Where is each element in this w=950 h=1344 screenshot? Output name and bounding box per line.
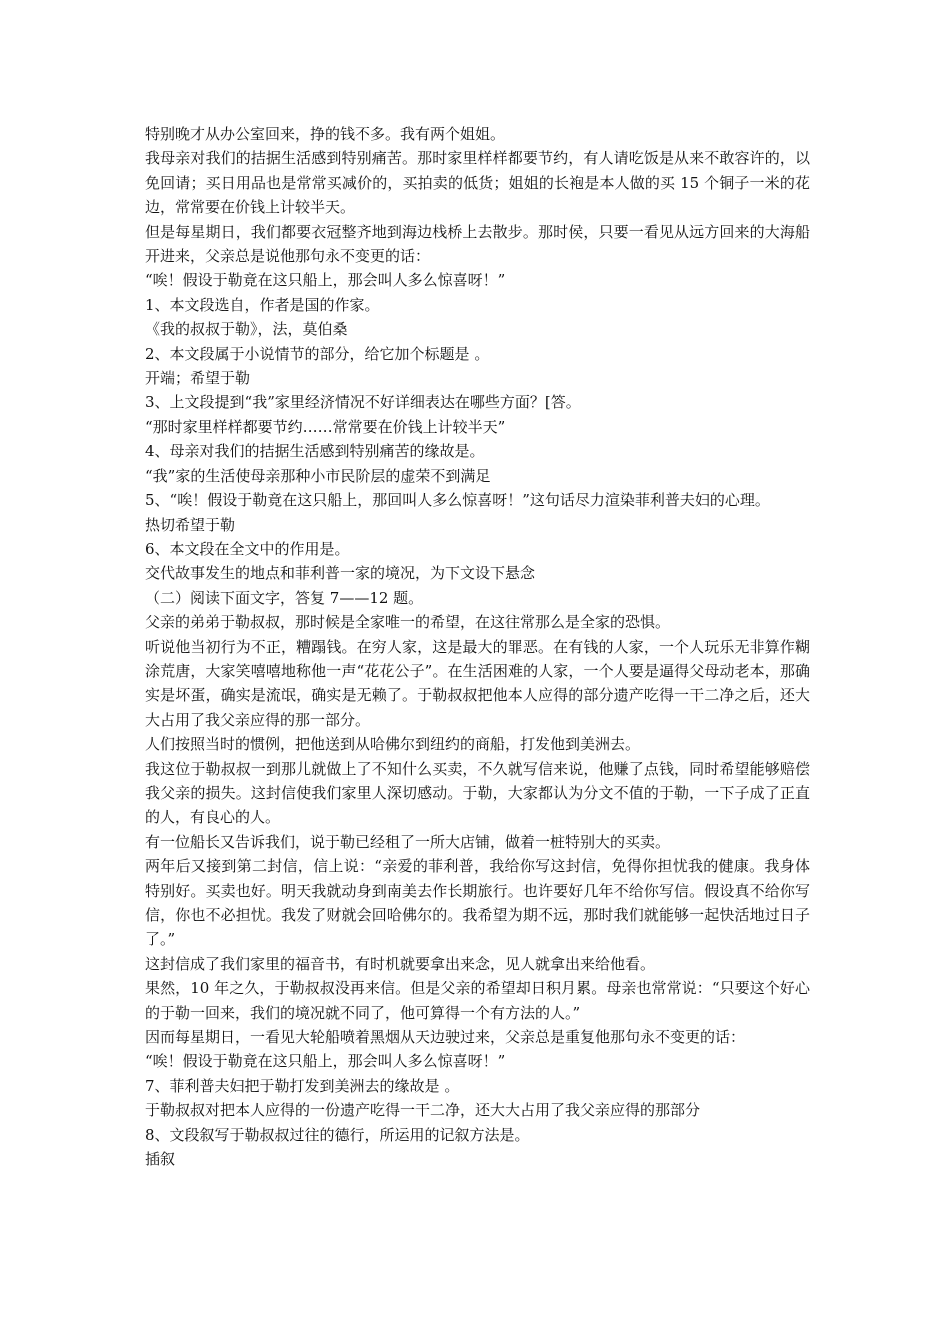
question-line: 7、菲利普夫妇把于勒打发到美洲去的缘故是 。 [145, 1076, 460, 1095]
paragraph: 父亲的弟弟于勒叔叔，那时候是全家唯一的希望，在这往常那么是全家的恐惧。 [145, 613, 671, 632]
paragraph: 我母亲对我们的拮据生活感到特别痛苦。那时家里样样都要节约，有人请吃饭是从来不敢容许的，以免回请；买日用品也是常常买减价的，买拍卖的低货；姐姐的长袍是本人做的买 15 个铜子一米的花边，常常要在价钱上计较半天。 [145, 149, 810, 217]
answer-line: 于勒叔叔对把本人应得的一份遗产吃得一干二净，还大大占用了我父亲应得的那部分 [145, 1101, 701, 1120]
answer-line: 热切希望于勒 [145, 515, 236, 534]
paragraph: 因而每星期日，一看见大轮船喷着黑烟从天边驶过来，父亲总是重复他那句永不变更的话： [145, 1028, 746, 1047]
answer-line: 开端；希望于勒 [145, 369, 251, 388]
paragraph: 听说他当初行为不正，糟蹋钱。在穷人家，这是最大的罪恶。在有钱的人家，一个人玩乐无非算作糊涂荒唐，大家笑嘻嘻地称他一声“花花公子”。在生活困难的人家，一个人要是逼得父母动老本，那确实是坏蛋，确实是流氓，确实是无赖了。于勒叔叔把他本人应得的部分遗产吃得一干二净之后，还大大占用了我父亲应得的那一部分。 [145, 637, 810, 729]
answer-line: 插叙 [145, 1150, 176, 1169]
paragraph: 但是每星期日，我们都要衣冠整齐地到海边栈桥上去散步。那时侯，只要一看见从远方回来的大海船开进来，父亲总是说他那句永不变更的话： [145, 222, 810, 266]
question-line: 8、文段叙写于勒叔叔过往的德行，所运用的记叙方法是。 [145, 1125, 530, 1144]
question-line: 4、母亲对我们的拮据生活感到特别痛苦的缘故是。 [145, 442, 485, 461]
paragraph: 两年后又接到第二封信，信上说：“亲爱的菲利普，我给你写这封信，免得你担忧我的健康。我身体特别好。买卖也好。明天我就动身到南美去作长期旅行。也许要好几年不给你写信。假设真不给你写信，你也不必担忧。我发了财就会回哈佛尔的。我希望为期不远，那时我们就能够一起快活地过日子了。” [145, 857, 810, 949]
answer-line: “我”家的生活使母亲那种小市民阶层的虚荣不到满足 [145, 466, 491, 485]
answer-line: 《我的叔叔于勒》，法，莫伯桑 [145, 320, 348, 339]
answer-line: “那时家里样样都要节约……常常要在价钱上计较半天” [145, 417, 506, 436]
question-line: 1、本文段选自，作者是国的作家。 [145, 295, 380, 314]
question-line: 2、本文段属于小说情节的部分，给它加个标题是 。 [145, 344, 490, 363]
paragraph: 这封信成了我们家里的福音书，有时机就要拿出来念，见人就拿出来给他看。 [145, 954, 656, 973]
paragraph: “唉！假设于勒竟在这只船上，那会叫人多么惊喜呀！” [145, 1052, 506, 1071]
question-line: 3、上文段提到“我”家里经济情况不好详细表达在哪些方面？[答。 [145, 393, 581, 412]
paragraph: 果然，10 年之久，于勒叔叔没再来信。但是父亲的希望却日积月累。母亲也常常说：“只要这个好心的于勒一回来，我们的境况就不同了，他可算得一个有方法的人。” [145, 979, 810, 1022]
paragraph: 人们按照当时的惯例，把他送到从哈佛尔到纽约的商船，打发他到美洲去。 [145, 735, 641, 754]
question-line: 6、本文段在全文中的作用是。 [145, 539, 350, 558]
answer-line: 交代故事发生的地点和菲利普一家的境况，为下文设下悬念 [145, 564, 536, 583]
paragraph: 有一位船长又告诉我们，说于勒已经租了一所大店铺，做着一桩特别大的买卖。 [145, 832, 671, 851]
document-page [145, 122, 810, 1171]
section-heading: （二）阅读下面文字，答复 7——12 题。 [145, 588, 424, 607]
question-line: 5、“唉！假设于勒竟在这只船上，那回叫人多么惊喜呀！”这句话尽力渲染菲利普夫妇的心理。 [145, 491, 770, 510]
paragraph: “唉！假设于勒竟在这只船上，那会叫人多么惊喜呀！” [145, 271, 506, 290]
paragraph: 我这位于勒叔叔一到那儿就做上了不知什么买卖，不久就写信来说，他赚了点钱，同时希望能够赔偿我父亲的损失。这封信使我们家里人深切感动。于勒，大家都认为分文不值的于勒，一下子成了正直的人，有良心的人。 [145, 759, 810, 827]
paragraph: 特别晚才从办公室回来，挣的钱不多。我有两个姐姐。 [145, 125, 506, 143]
